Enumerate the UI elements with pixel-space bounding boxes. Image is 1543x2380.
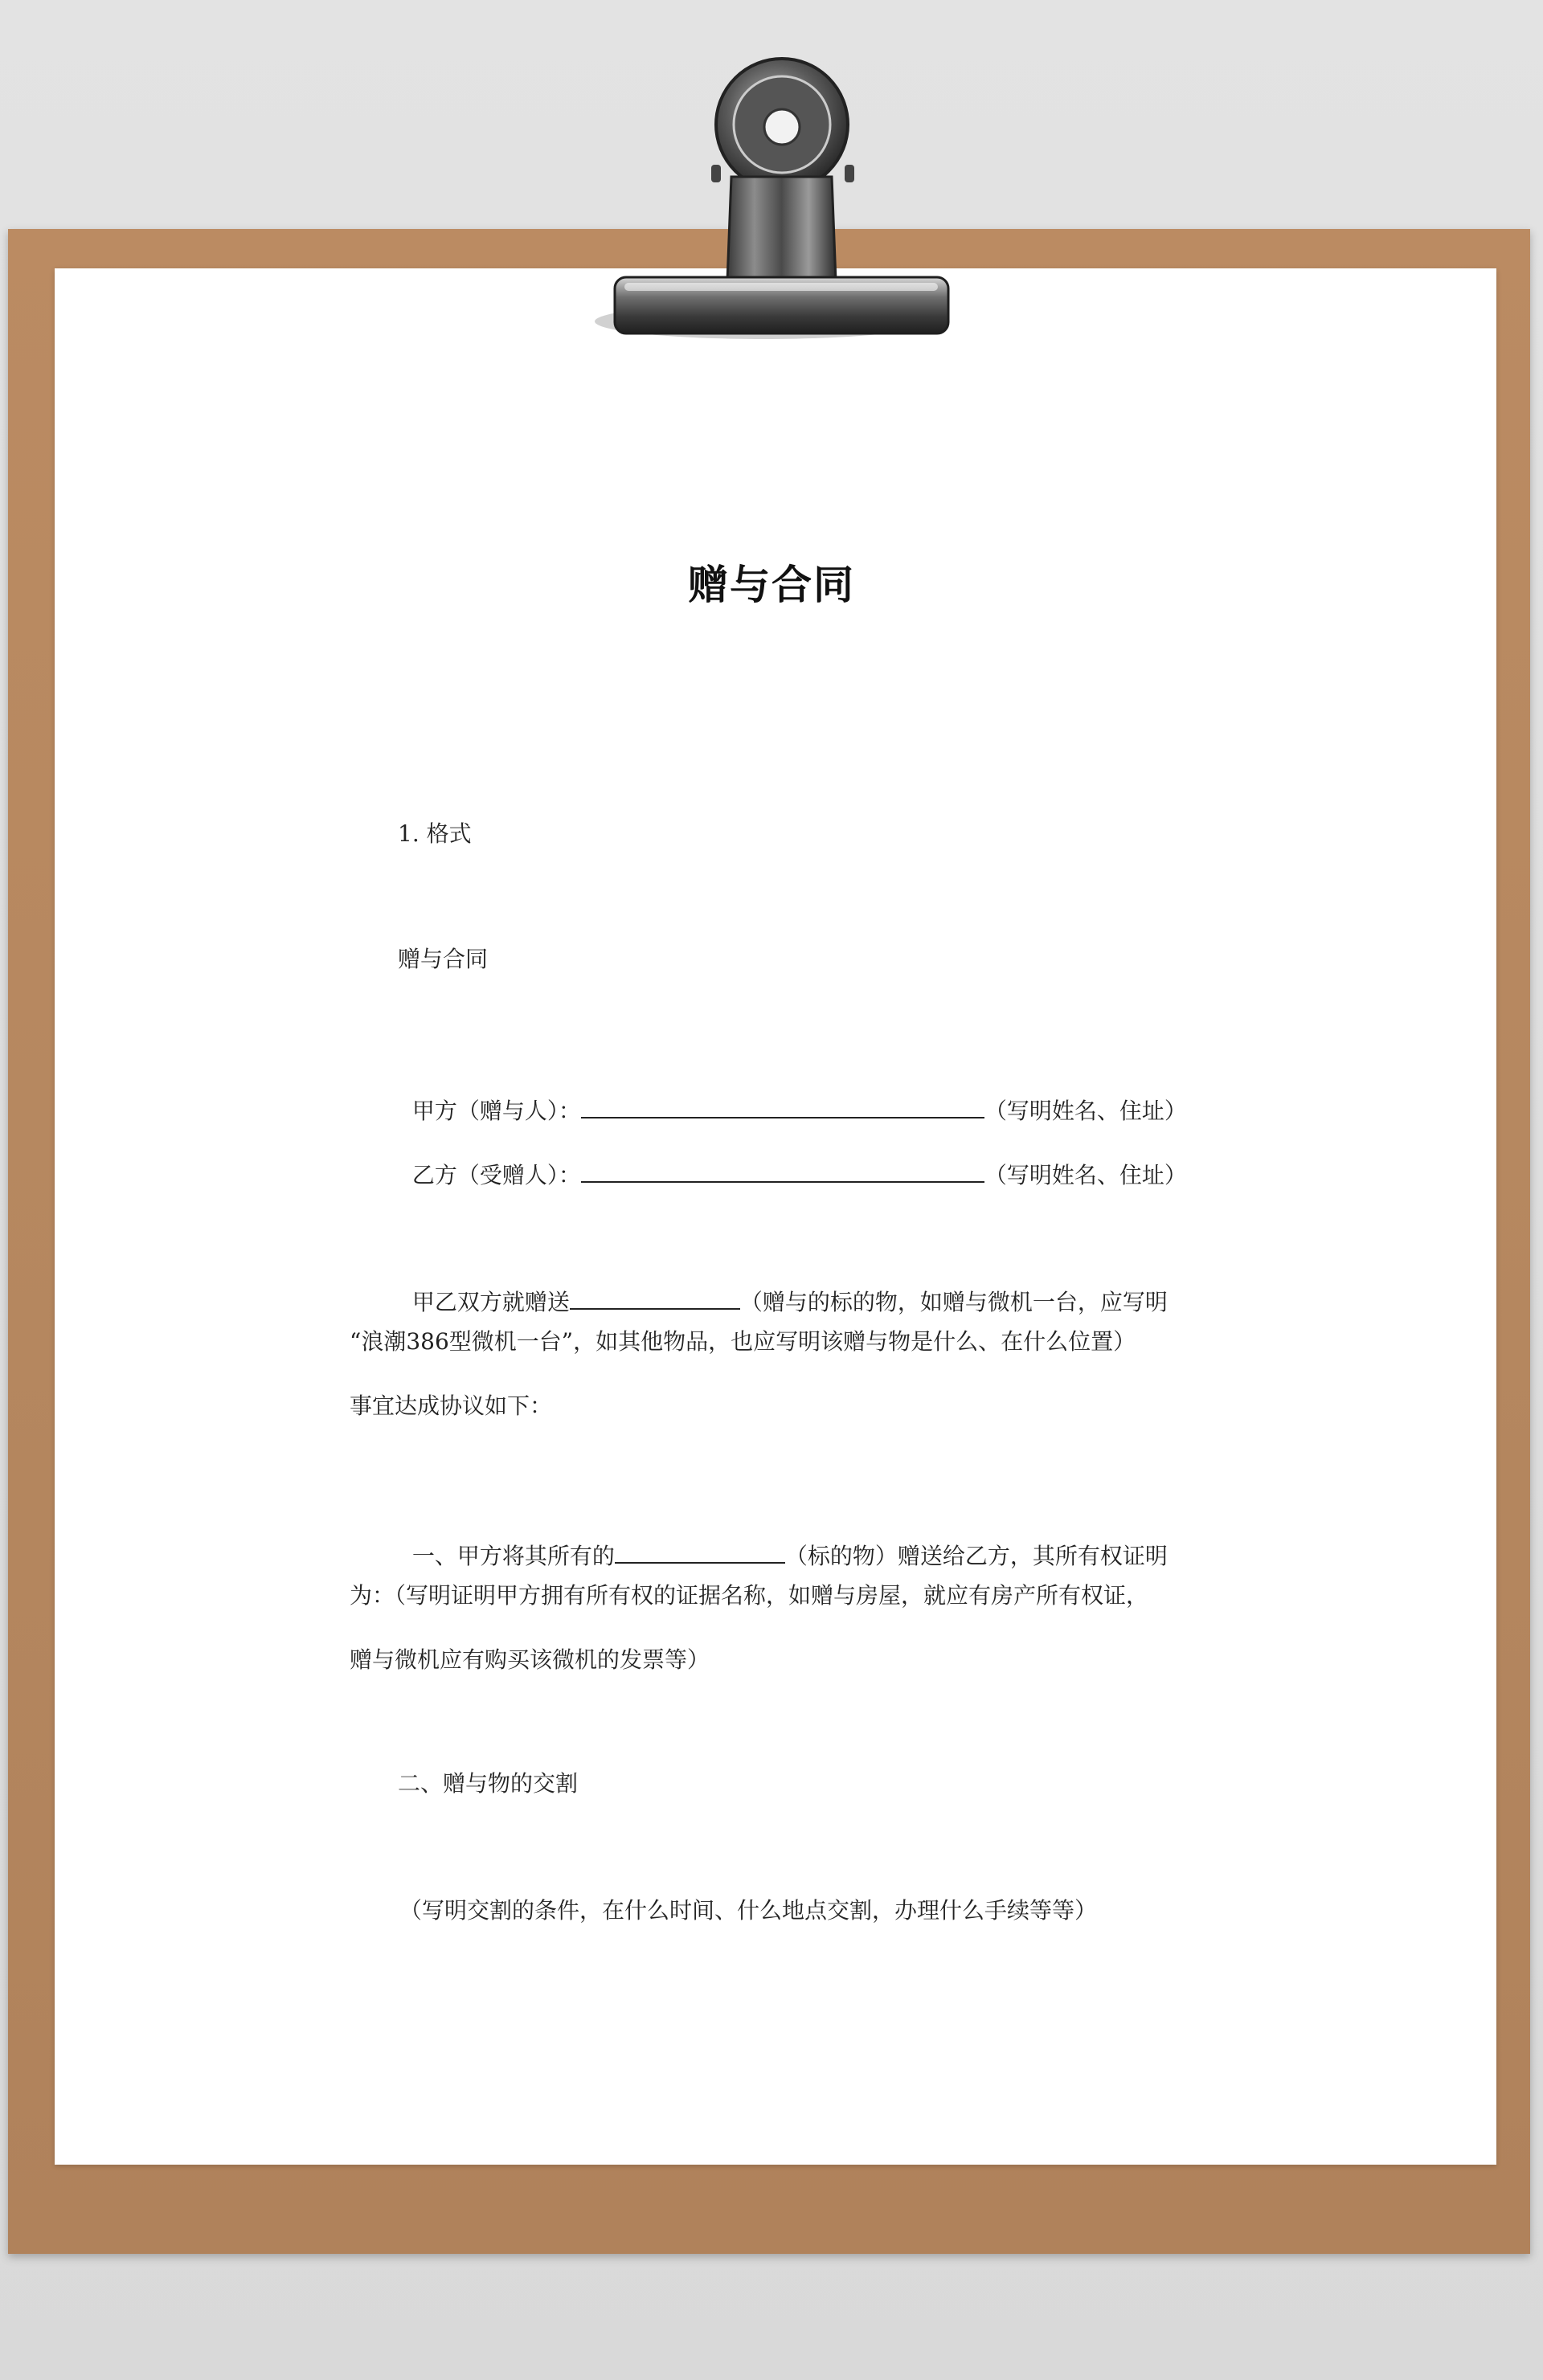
intro-line-1-end: （赠与的标的物，如赠与微机一台，应写明 — [739, 1289, 1168, 1315]
section-heading: 1. 格式 — [398, 820, 472, 847]
contract-subtitle: 赠与合同 — [398, 946, 489, 972]
clause-1-line-2: 为：（写明证明甲方拥有所有权的证据名称，如赠与房屋，就应有房产所有权证， — [350, 1582, 1149, 1609]
document-title: 赠与合同 — [688, 562, 855, 608]
clause-2-note: （写明交割的条件，在什么时间、什么地点交割，办理什么手续等等） — [399, 1897, 1098, 1924]
intro-line-1 — [398, 1266, 1168, 1314]
intro-line-3: 事宜达成协议如下： — [350, 1392, 553, 1419]
gift-item-blank — [570, 1289, 740, 1310]
party-b-blank — [581, 1162, 984, 1183]
party-a-row — [398, 1075, 1187, 1123]
intro-line-2: “浪潮386型微机一台”，如其他物品，也应写明该赠与物是什么、在什么位置） — [350, 1328, 1136, 1355]
clause-1-line-1-end: （标的物）赠送给乙方，其所有权证明 — [784, 1543, 1168, 1569]
party-a-blank — [581, 1098, 984, 1118]
owned-item-blank — [615, 1543, 785, 1564]
intro-line-1-start: 甲乙双方就赠送 — [411, 1289, 570, 1315]
clause-1-line-3: 赠与微机应有购买该微机的发票等） — [350, 1646, 710, 1673]
party-b-row — [398, 1139, 1187, 1187]
party-a-label: 甲方（赠与人）： — [411, 1098, 581, 1124]
clause-1-line-1-start: 一、甲方将其所有的 — [411, 1543, 615, 1569]
party-b-note: （写明姓名、住址） — [984, 1162, 1187, 1188]
clause-1-line-1 — [398, 1520, 1168, 1568]
party-b-label: 乙方（受赠人）： — [411, 1162, 581, 1188]
party-a-note: （写明姓名、住址） — [984, 1098, 1187, 1124]
clause-2-heading: 二、赠与物的交割 — [398, 1770, 579, 1797]
binder-clip-icon — [575, 48, 952, 354]
